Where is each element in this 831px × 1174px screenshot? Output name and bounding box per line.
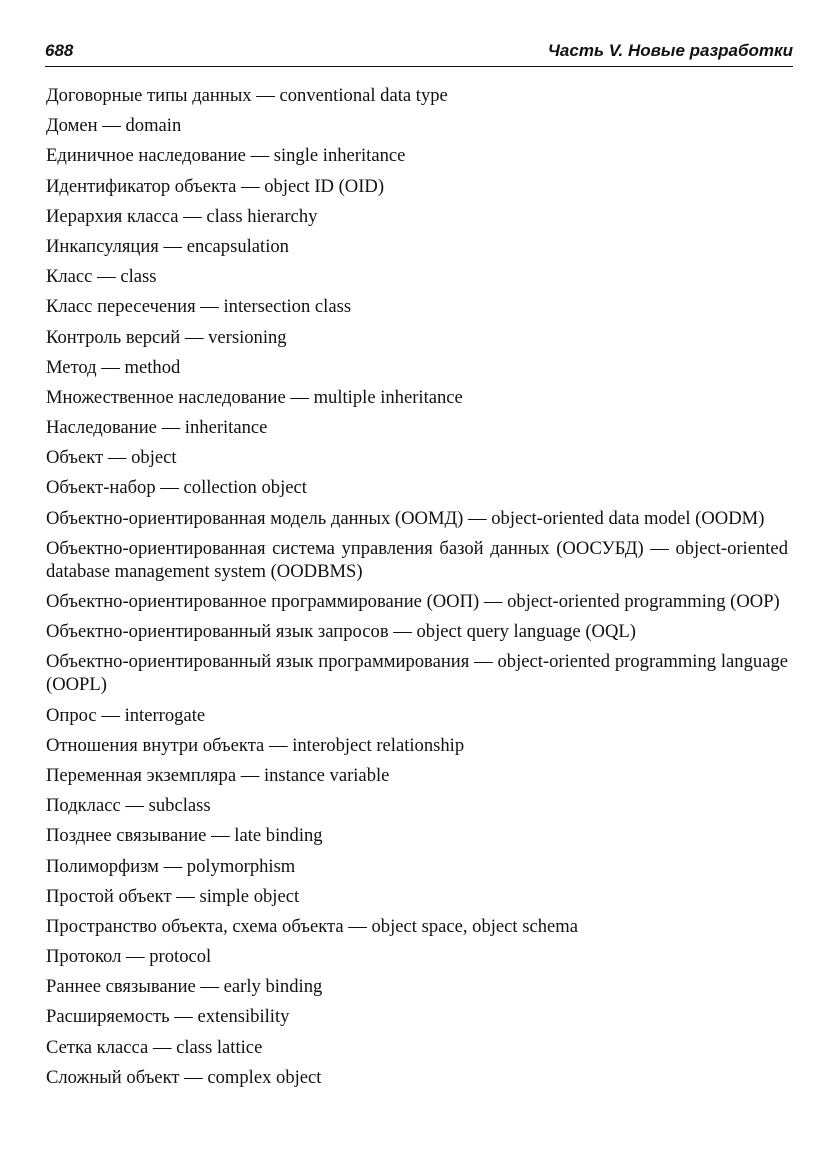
glossary-entry: Идентификатор объекта — object ID (OID): [46, 175, 385, 197]
glossary-list: [46, 84, 788, 1096]
glossary-entry: Расширяемость — extensibility: [46, 1006, 290, 1028]
glossary-entry: Позднее связывание — late binding: [46, 825, 323, 847]
glossary-entry: Раннее связывание — early binding: [46, 976, 323, 998]
running-title: Часть V. Новые разработки: [547, 41, 793, 60]
glossary-entry: Наследование — inheritance: [46, 417, 268, 439]
glossary-entry: Объектно-ориентированный язык программирования — object-oriented programming language (OOPL): [46, 651, 788, 696]
glossary-entry: Сложный объект — complex object: [46, 1066, 322, 1088]
page-number: 688: [45, 41, 74, 60]
glossary-entry: Единичное наследование — single inheritance: [46, 145, 406, 167]
glossary-entry: Протокол — protocol: [46, 946, 212, 968]
glossary-entry: Сетка класса — class lattice: [46, 1036, 263, 1058]
glossary-entry: Инкапсуляция — encapsulation: [46, 235, 289, 257]
page-header: [45, 36, 793, 67]
glossary-entry: Контроль версий — versioning: [46, 326, 287, 348]
glossary-entry: Опрос — interrogate: [46, 704, 206, 726]
glossary-entry: Класс пересечения — intersection class: [46, 296, 352, 318]
glossary-entry: Отношения внутри объекта — interobject relationship: [46, 734, 465, 756]
glossary-entry: Полиморфизм — polymorphism: [46, 855, 296, 877]
glossary-entry: Объектно-ориентированный язык запросов — object query language (OQL): [46, 621, 636, 643]
glossary-entry: Множественное наследование — multiple inheritance: [46, 386, 463, 408]
glossary-entry: Иерархия класса — class hierarchy: [46, 205, 318, 227]
glossary-entry: Пространство объекта, схема объекта — object space, object schema: [46, 915, 579, 937]
glossary-entry: Объектно-ориентированная система управления базой данных (ООСУБД) — object-oriented database management system (OODBMS): [46, 537, 788, 582]
glossary-entry: Договорные типы данных — conventional data type: [46, 85, 448, 106]
glossary-entry: Класс — class: [46, 266, 157, 288]
glossary-entry: Переменная экземпляра — instance variable: [46, 764, 390, 786]
glossary-entry: Метод — method: [46, 356, 181, 378]
glossary-entry: Объект — object: [46, 447, 177, 469]
glossary-entry: Подкласс — subclass: [46, 795, 211, 817]
glossary-entry: Объектно-ориентированное программирование (ООП) — object-oriented programming (OOP): [46, 591, 780, 612]
glossary-entry: Объектно-ориентированная модель данных (ООМД) — object-oriented data model (OODM): [46, 507, 765, 529]
glossary-entry: Простой объект — simple object: [46, 885, 300, 907]
glossary-entry: Домен — domain: [46, 115, 182, 137]
glossary-entry: Объект-набор — collection object: [46, 477, 307, 499]
